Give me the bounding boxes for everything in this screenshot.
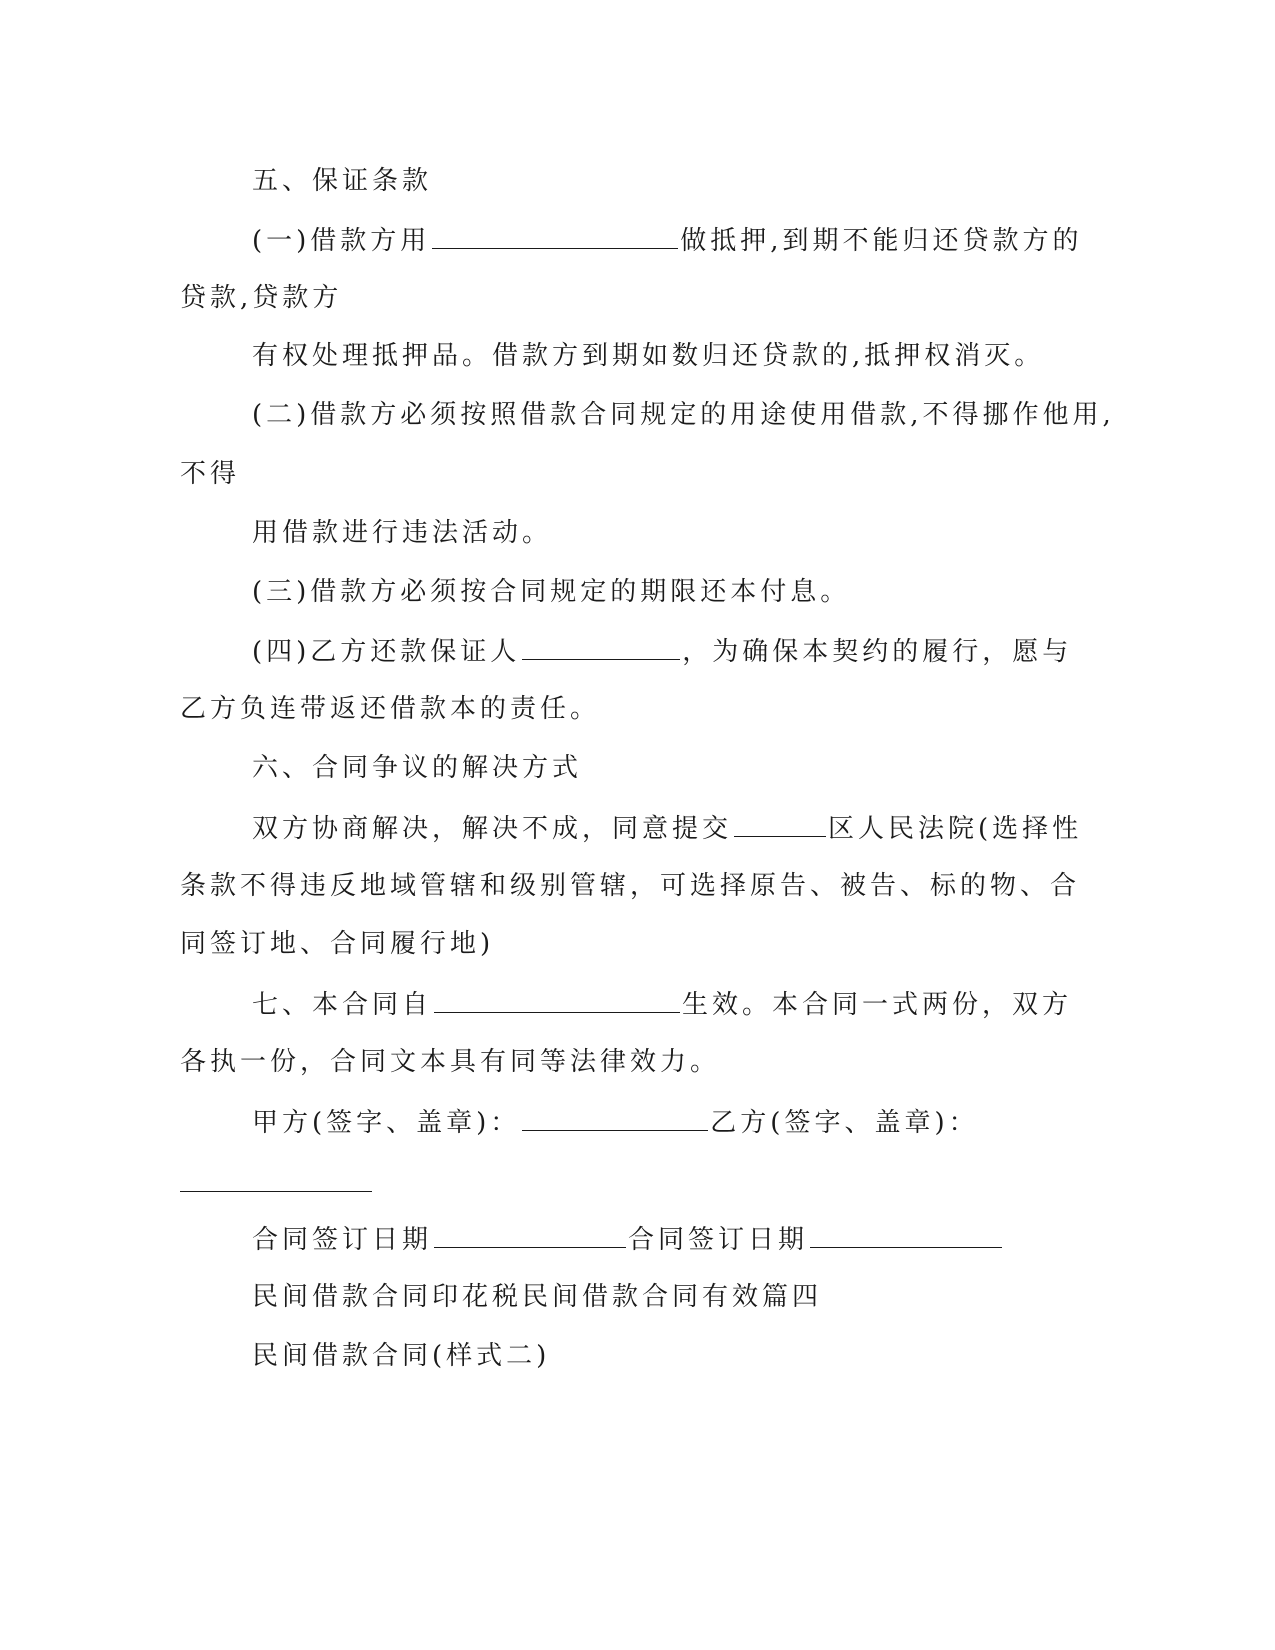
effective-text-end: 生效。本合同一式两份，双方 [682, 990, 1073, 1020]
section-heading-guarantee: 五、保证条款 [252, 166, 433, 196]
party-a-label: 甲方(签字、盖章)： [252, 1108, 521, 1138]
clause-1-line [252, 224, 1083, 256]
collateral-blank [432, 224, 678, 249]
clause-1-text-end: 做抵押,到期不能归还贷款方的 [680, 226, 1083, 256]
dispute-text-end: 区人民法院(选择性 [828, 814, 1083, 844]
clause-2-line: (二)借款方必须按照借款合同规定的用途使用借款,不得挪作他用, [252, 400, 1115, 430]
signing-date-line [252, 1223, 1004, 1255]
dispute-continuation-2: 同签订地、合同履行地) [180, 929, 495, 959]
party-a-date-label: 合同签订日期 [252, 1225, 433, 1255]
party-b-date-label: 合同签订日期 [628, 1225, 809, 1255]
section-heading-dispute: 六、合同争议的解决方式 [252, 753, 583, 783]
clause-4-text-start: (四)乙方还款保证人 [252, 637, 521, 667]
effective-continuation: 各执一份，合同文本具有同等法律效力。 [180, 1047, 721, 1077]
party-a-signature-blank [522, 1106, 708, 1131]
dispute-text-start: 双方协商解决，解决不成，同意提交 [252, 814, 733, 844]
clause-1-paragraph: 有权处理抵押品。借款方到期如数归还贷款的,抵押权消灭。 [252, 341, 1045, 371]
signature-line [252, 1106, 979, 1138]
clause-4-text-end: ，为确保本契约的履行，愿与 [682, 637, 1073, 667]
clause-1-continuation: 贷款,贷款方 [180, 283, 343, 313]
next-section-title: 民间借款合同印花税民间借款合同有效篇四 [252, 1282, 823, 1312]
party-b-signature-blank [180, 1191, 372, 1192]
clause-1-text-start: (一)借款方用 [252, 226, 431, 256]
clause-4-continuation: 乙方负连带返还借款本的责任。 [180, 694, 601, 724]
effective-text-start: 七、本合同自 [252, 990, 433, 1020]
effective-date-blank [434, 988, 680, 1013]
party-b-date-blank [810, 1223, 1002, 1248]
next-contract-title: 民间借款合同(样式二) [252, 1341, 551, 1371]
party-b-label: 乙方(签字、盖章)： [710, 1108, 979, 1138]
clause-2-paragraph: 用借款进行违法活动。 [252, 518, 553, 548]
party-a-date-blank [434, 1223, 626, 1248]
dispute-continuation-1: 条款不得违反地域管辖和级别管辖，可选择原告、被告、标的物、合 [180, 871, 1081, 901]
dispute-line [252, 812, 1082, 844]
clause-3-line: (三)借款方必须按合同规定的期限还本付息。 [252, 577, 851, 607]
clause-4-line [252, 635, 1072, 667]
clause-2-continuation: 不得 [180, 459, 241, 489]
section-effective-line [252, 988, 1072, 1020]
court-blank [734, 812, 826, 837]
guarantor-blank [522, 635, 680, 660]
